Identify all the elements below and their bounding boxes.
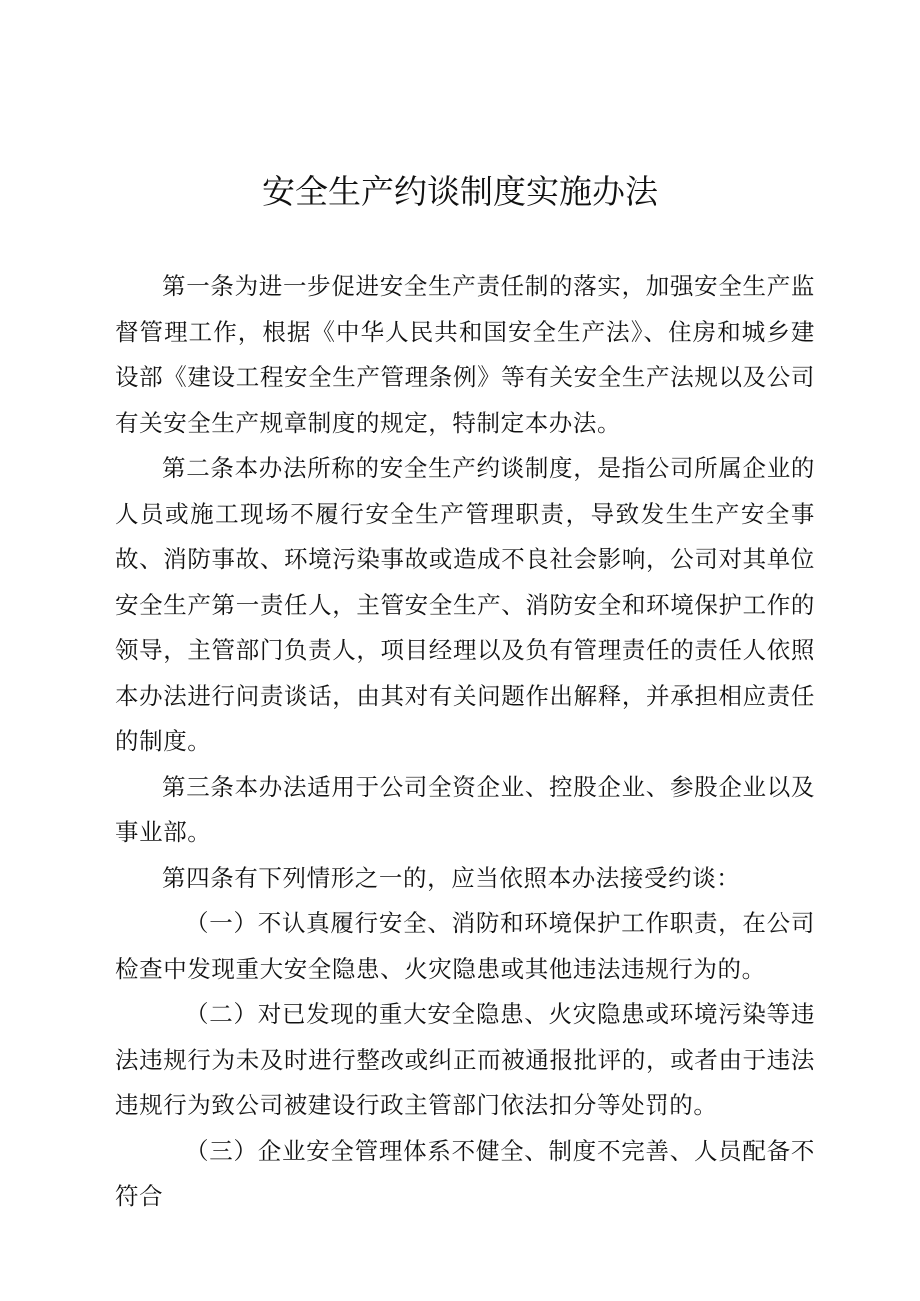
document-body (115, 264, 815, 1220)
document-title: 安全生产约谈制度实施办法 (262, 172, 658, 211)
article-3-paragraph: 第三条本办法适用于公司全资企业、控股企业、参股企业以及事业部。 (115, 772, 815, 846)
article-2-paragraph: 第二条本办法所称的安全生产约谈制度，是指公司所属企业的人员或施工现场不履行安全生产管理职责，导致发生生产安全事故、消防事故、环境污染事故或造成不良社会影响，公司对其单位安全生产第一责任人，主管安全生产、消防安全和环境保护工作的领导，主管部门负责人，项目经理以及负有管理责任的责任人依照本办法进行问责谈话，由其对有关问题作出解释，并承担相应责任的制度。 (115, 454, 815, 755)
article-4-item-1: （一）不认真履行安全、消防和环境保护工作职责，在公司检查中发现重大安全隐患、火灾隐患或其他违法违规行为的。 (115, 909, 815, 983)
article-4-item-2: （二）对已发现的重大安全隐患、火灾隐患或环境污染等违法违规行为未及时进行整改或纠正而被通报批评的，或者由于违法违规行为致公司被建设行政主管部门依法扣分等处罚的。 (115, 1000, 815, 1119)
article-4-paragraph: 第四条有下列情形之一的，应当依照本办法接受约谈： (162, 863, 741, 892)
article-1-paragraph: 第一条为进一步促进安全生产责任制的落实，加强安全生产监督管理工作，根据《中华人民共和国安全生产法》、住房和城乡建设部《建设工程安全生产管理条例》等有关安全生产法规以及公司有关安全生产规章制度的规定，特制定本办法。 (115, 272, 815, 437)
article-4-item-3: （三）企业安全管理体系不健全、制度不完善、人员配备不符合 (115, 1136, 815, 1210)
